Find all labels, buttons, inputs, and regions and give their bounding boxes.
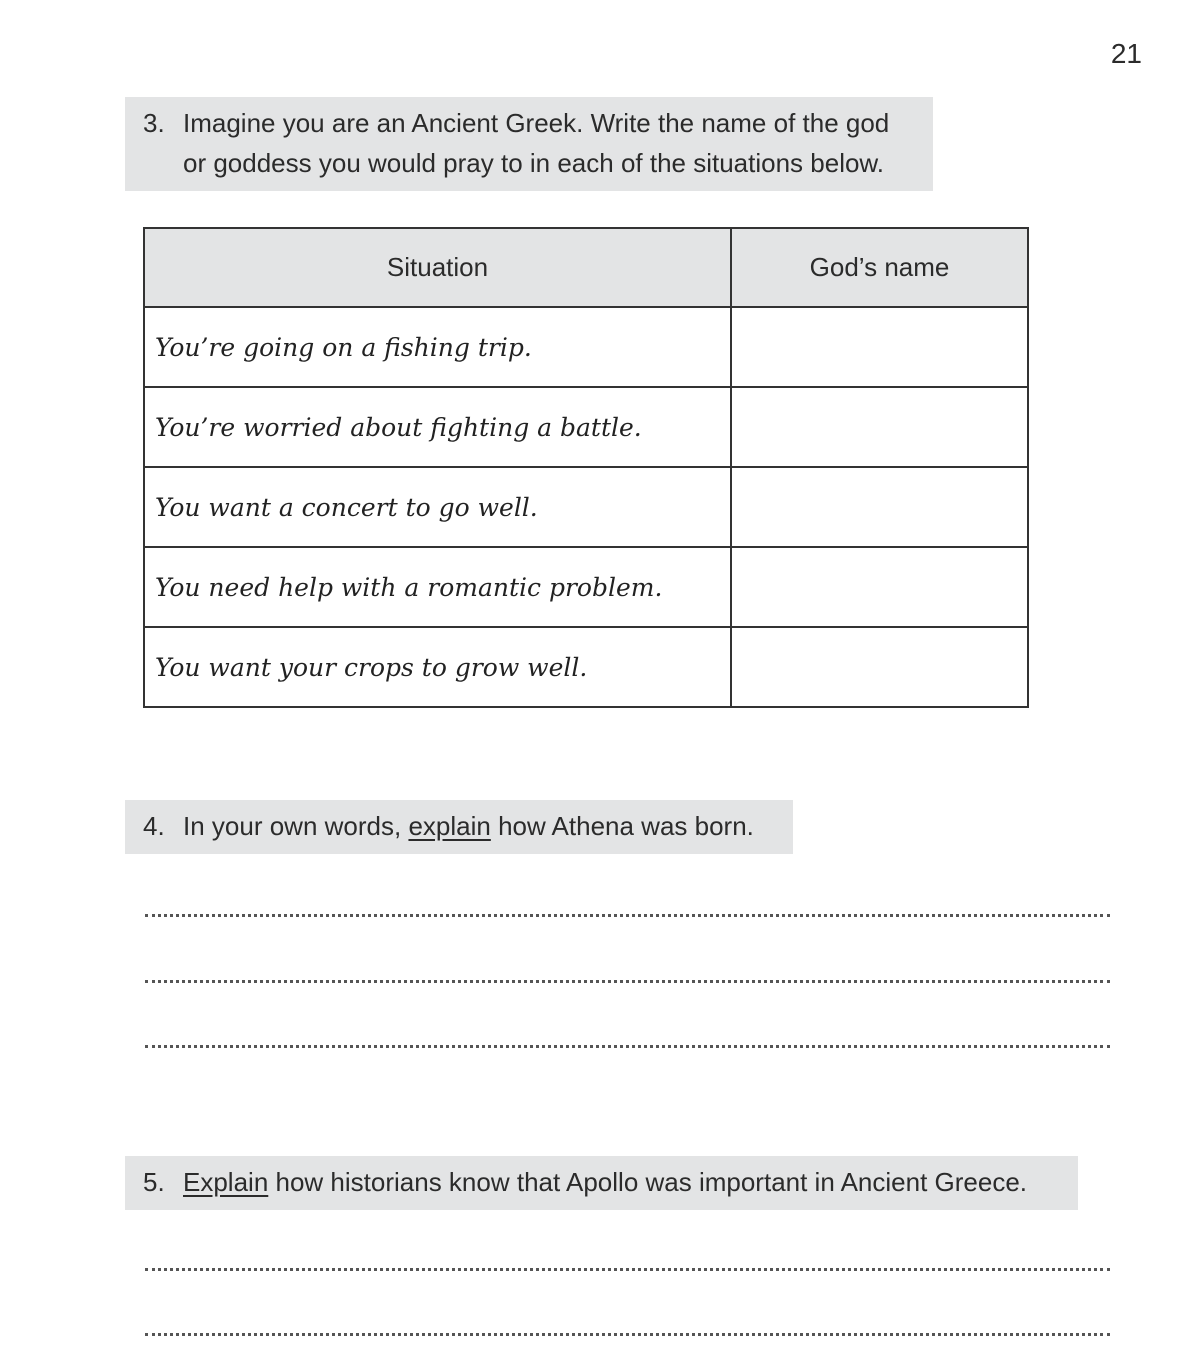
question-5-keyword: Explain <box>183 1167 269 1197</box>
question-4-text-end: how Athena was born. <box>490 811 754 841</box>
question-4-text-start: In your own words, <box>183 811 409 841</box>
gods-name-answer-cell[interactable] <box>731 307 1028 387</box>
table-row <box>144 547 1028 627</box>
situation-cell: You’re going on a fishing trip. <box>144 307 731 387</box>
header-situation: Situation <box>144 228 731 307</box>
header-gods-name: God’s name <box>731 228 1028 307</box>
question-5-text <box>183 1162 1060 1202</box>
answer-line[interactable] <box>145 914 1110 917</box>
gods-name-answer-cell[interactable] <box>731 387 1028 467</box>
question-5-number: 5. <box>143 1167 165 1197</box>
question-4-box <box>125 800 793 854</box>
situation-cell: You want a concert to go well. <box>144 467 731 547</box>
situation-cell: You want your crops to grow well. <box>144 627 731 707</box>
question-4-text <box>183 806 775 846</box>
question-3-line-2: or goddess you would pray to in each of the situations below. <box>183 148 884 178</box>
table-row <box>144 387 1028 467</box>
question-3-line-1: Imagine you are an Ancient Greek. Write the name of the god <box>183 108 890 138</box>
question-4-number: 4. <box>143 811 165 841</box>
table-row <box>144 467 1028 547</box>
question-3-number: 3. <box>143 108 165 138</box>
gods-name-answer-cell[interactable] <box>731 627 1028 707</box>
table-header-row <box>144 228 1028 307</box>
answer-line[interactable] <box>145 1045 1110 1048</box>
situation-table <box>143 227 1029 708</box>
gods-name-answer-cell[interactable] <box>731 467 1028 547</box>
page-number: 21 <box>1110 38 1142 69</box>
table-row <box>144 307 1028 387</box>
situation-cell: You need help with a romantic problem. <box>144 547 731 627</box>
answer-line[interactable] <box>145 1333 1110 1336</box>
table-row <box>144 627 1028 707</box>
question-5-text-end: how historians know that Apollo was important in Ancient Greece. <box>268 1167 1028 1197</box>
situation-cell: You’re worried about fighting a battle. <box>144 387 731 467</box>
answer-line[interactable] <box>145 980 1110 983</box>
question-4-keyword: explain <box>408 811 491 841</box>
question-5-box <box>125 1156 1078 1210</box>
gods-name-answer-cell[interactable] <box>731 547 1028 627</box>
answer-line[interactable] <box>145 1268 1110 1271</box>
question-3-box <box>125 97 933 191</box>
